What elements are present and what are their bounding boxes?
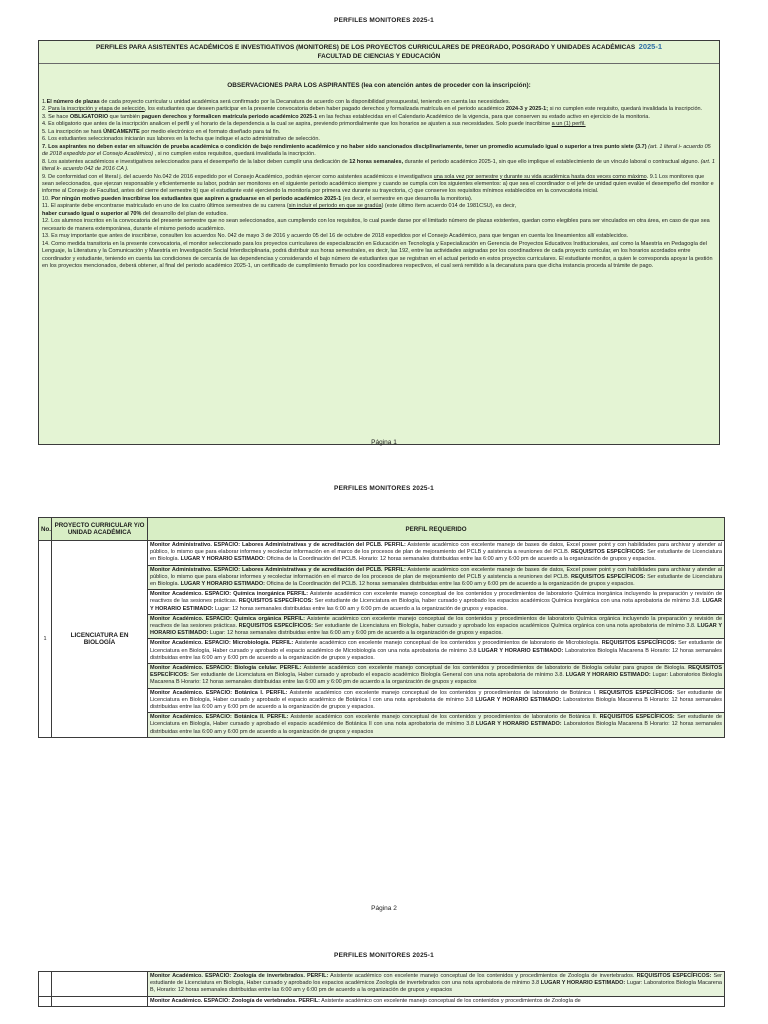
observations-subtitle: OBSERVACIONES PARA LOS ASPIRANTES (lea con atención antes de proceder con la inscripción): xyxy=(227,82,531,89)
requirements-text: Ser estudiante de Licenciatura en Biología, Haber cursado y aprobado el espacio académico de Botánica II con una nota aprobatoria de mínimo 3.8 xyxy=(150,714,722,728)
location-label: LUGAR Y HORARIO ESTIMADO: xyxy=(150,623,722,637)
profile-body: Asistente académico con excelente manejo conceptual de los contenidos y procedimientos de laboratorio Química orgánica incluyendo la preparación y revisión de reactivos de las sesiones prácticas. xyxy=(150,615,722,630)
program-empty xyxy=(52,972,148,997)
location-text: Lugar: Laboratorios Biología Macarena B, Horario: 12 horas semanales distribuidas entre las 6:00 am y 6:00 pm de acuerdo a la organización de grupos y espacios xyxy=(150,980,722,994)
col-profile-header: PERFIL REQUERIDO xyxy=(148,518,725,541)
profile-cell xyxy=(148,639,725,664)
profiles-table-continued xyxy=(38,971,725,1007)
obs-item-12: 12. Los alumnos inscritos en la convocatoria del presente semestre que no sean seleccionados, aun cumpliendo con los requisitos, lo cual puede darse por el limitado número de plazas existentes, quedan como elegibles para ser vinculados en otra área, en caso de que sea necesario de manera extemporánea, durante el mismo periodo académico. xyxy=(42,218,710,232)
requirements-label: REQUISITOS ESPECÍFICOS: xyxy=(599,714,675,721)
table-row xyxy=(39,972,725,997)
profile-body: Asistente académico con excelente manejo de bases de datos, Excel power point y con habilidades para archivar y atender al público, lo mismo que para elaborar informes y recolectar información en el marco de los procesos de plan de mejoramiento del PCLB y asistencia a reuniones del PCLB. xyxy=(150,542,722,556)
profile-body: Asistente académico con excelente manejo conceptual de los contenidos y procedimientos de Zoología de invertebrados. xyxy=(328,973,637,979)
obs-item-8: 8. Los asistentes académicos e investigativos seleccionados para el desempeño de la labor deben cumplir una dedicación de 12 horas semanales, durante el periodo académico 2025-1, sin que ello implique el establecimiento de un vínculo laboral o contractual alguno. (art. 1 literal k- acuerdo 042 de 2016 CA ). xyxy=(42,158,715,173)
obs-item-9: 9. De conformidad con el literal j. del acuerdo No.042 de 2016 expedido por el Consejo Académico, podrán ejercer como asistentes académicos e investigativos una sola vez por semestre y durante su vida académica hasta dos veces como máximo. 9.1 Los monitores que sean seleccionados, que ejerzan responsable y eficientemente su labor, podrán ser monitores en el siguiente periodo académico siempre y cuando se cumpla con los siguientes elementos: a) que sea el coordinador o el jefe de unidad quien evalúe el desempeño del monitor e informe al Consejo de Facultad, antes del cierre del semestre b) que el estudiante esté ejerciendo la monitoría por primera vez durante su trayectoria, c) que conserve los requisitos mínimos establecidos en la convocatoria inicial. xyxy=(42,173,714,195)
profile-body: Asistente académico con excelente manejo conceptual de los contenidos y procedimientos de laboratorio de Botánica I. xyxy=(287,689,600,696)
location-text: Lugar: 12 horas semanales distribuidas entre las 6:00 am y 6:00 pm de acuerdo a la organización de grupos y espacios. xyxy=(213,605,508,612)
requirements-text: Ser estudiante de Licenciatura en Biología, haber cursado y aprobado los espacios académicos Química inorgánica con una nota aprobatoria de mínimo 3.8. xyxy=(313,598,703,605)
profiles-table xyxy=(38,517,725,738)
program-name: LICENCIATURA EN BIOLOGÍA xyxy=(52,541,148,738)
page-header-3: PERFILES MONITORES 2025-1 xyxy=(334,952,434,959)
profile-cell xyxy=(148,713,725,738)
profile-title: Monitor Administrativo. ESPACIO: Labores Administrativas y de acreditación del PCLB. PERFIL: xyxy=(150,566,406,573)
requirements-label: REQUISITOS ESPECÍFICOS: xyxy=(571,573,646,580)
profile-cell xyxy=(148,541,725,566)
profile-title: Monitor Académico. ESPACIO: Biología celular. PERFIL: xyxy=(150,665,302,672)
faculty-name: FACULTAD DE CIENCIAS Y EDUCACIÓN xyxy=(317,53,441,60)
obs-item-14: 14. Como medida transitoria en la presente convocatoria, el monitor seleccionado para los proyectos curriculares de especialización en Educación en Tecnología y Especialización en Gerencia de Proyectos Educativos Institucionales, así como la Maestría en Pedagogía del Lenguaje, la Literatura y la Comunicación y Maestría en Investigación Social Interdisciplinaria, podrá distribuir sus horas semestrales, es decir, las 192, entre las actividades asignadas por los coordinadores de cada proyecto curricular, en los horarios acordados entre coordinador y estudiante, teniendo en cuenta las condiciones de cercanía de las dependencias y considerando el bajo número de estudiantes que se registran en el actual periodo en estos proyectos curriculares. El estudiante monitor, a quien le corresponda apoyar la gestión en los proyectos mencionados, deberá obtener, al final del periodo académico 2025-1, un certificado de cumplimiento firmado por los coordinadores respectivos, el cual será remitido a la decanatura para que dicha instancia proceda al trámite de pago. xyxy=(42,240,713,269)
obs-item-11: 11. El aspirante debe encontrarse matriculado en uno de los cuatro últimos semestres de su carrera (sin incluir el periodo en que se gradúa) (este último ítem acuerdo 014 de 1981CSU), es decir, haber cursado igual o superior al 70% del desarrollo del plan de estudios. xyxy=(42,203,517,217)
profile-cell xyxy=(148,972,725,997)
observations-list xyxy=(39,99,719,270)
obs-item-4: 4. Es obligatorio que antes de la inscripción analicen el perfil y el horario de la dependencia a la cual se aspira, previendo primordialmente que los horarios se ajusten a sus necesidades. Solo puede inscribirse a un (1) perfil. xyxy=(42,121,586,128)
location-text: Oficina de la Coordinación del PCLB. Horario: 12 horas semanales distribuidas entre las 6:00 am y 6:00 pm de acuerdo a la organización de grupos y espacios. xyxy=(265,556,656,563)
location-label: LUGAR Y HORARIO ESTIMADO: xyxy=(150,598,722,612)
page-number-1: Página 1 xyxy=(371,439,397,446)
requirements-text: Ser estudiante de Licenciatura en Biología, Haber cursado y aprobado el espacio académico Biología General con una nota aprobatoria de mínimo 3.8. xyxy=(188,672,566,679)
obs-item-2: 2. Para la inscripción y etapa de selección, los estudiantes que deseen participar en la presente convocatoria deben haber pagado derechos y formalizada matrícula en el periodo académico 2024-3 y 2025-1; si no cumplen este requisito, quedará invalidada la inscripción. xyxy=(42,106,703,113)
program-empty xyxy=(52,996,148,1006)
requirements-label: REQUISITOS ESPECÍFICOS: xyxy=(601,640,677,647)
location-label: LUGAR Y HORARIO ESTIMADO: xyxy=(475,696,562,703)
location-text: Laboratorios Biología Macarena B Horario: 12 horas semanales distribuidas entre las 6:00 am y 6:00 pm de acuerdo a la organización de grupos y espacios. xyxy=(150,696,722,711)
location-label: LUGAR Y HORARIO ESTIMADO: xyxy=(540,980,626,987)
requirements-text: Ser estudiante de Licenciatura en Biología. xyxy=(150,549,722,563)
observations-box xyxy=(38,40,720,445)
page-header-2: PERFILES MONITORES 2025-1 xyxy=(334,485,434,492)
row-number-empty xyxy=(39,996,52,1006)
profile-title: Monitor Académico. ESPACIO: Zoología de invertebrados. PERFIL: xyxy=(150,973,329,979)
location-text: Laboratorios Biología Macarena B Horario: 12 horas semanales distribuidas entre las 6:00 am y 6:00 pm de acuerdo a la organización de grupos y espacios xyxy=(150,721,722,735)
profile-body: Asistente académico con excelente manejo de bases de datos, Excel power point y con habilidades para archivar y atender al público, lo mismo que para elaborar informes y recolectar información en el marco de los procesos de plan de mejoramiento del PCLB y asistencia a reuniones del PCLB. xyxy=(150,566,722,580)
profile-title: Monitor Académico. ESPACIO: Microbiología. PERFIL: xyxy=(150,640,294,647)
table-row xyxy=(39,541,725,566)
profile-title: Monitor Académico. ESPACIO: Zoología de vertebrados. PERFIL: xyxy=(150,997,320,1004)
location-text: Oficina de la Coordinación del PCLB. 12 horas semanales distribuidas entre las 6:00 am y 6:00 pm de acuerdo a la organización de grupos y espacios. xyxy=(265,581,635,588)
requirements-label: REQUISITOS ESPECÍFICOS: xyxy=(599,689,675,696)
table-row xyxy=(39,996,725,1006)
location-label: LUGAR Y HORARIO ESTIMADO: xyxy=(565,672,651,679)
col-program-header: PROYECTO CURRICULAR Y/O UNIDAD ACADÉMICA xyxy=(52,518,148,541)
requirements-text: Ser estudiante de Licenciatura en Biología, Haber cursado y aprobado el espacio académico de Microbiología con una nota aprobatoria de mínimo 3.8 xyxy=(150,640,722,654)
obs-item-13: 13. Es muy importante que antes de inscribirse, consulten los acuerdos No. 042 de mayo 3 de 2016 y acuerdo 05 del 16 de octubre de 2018 expedidos por el Consejo Académico, para que tengan en cuenta los lineamientos allí establecidos. xyxy=(42,233,629,240)
requirements-label: REQUISITOS ESPECÍFICOS: xyxy=(636,973,712,979)
obs-item-5: 5. La inscripción se hará ÚNICAMENTE por medio electrónico en el formato diseñado para tal fin. xyxy=(42,128,281,135)
profile-cell xyxy=(148,996,725,1006)
title-main: PERFILES PARA ASISTENTES ACADÉMICOS E INVESTIGATIVOS (MONITORES) DE LOS PROYECTOS CURRICULARES DE PREGRADO, POSGRADO Y UNIDADES ACADÉMICAS xyxy=(95,44,636,51)
requirements-label: REQUISITOS ESPECÍFICOS: xyxy=(571,549,646,556)
location-label: LUGAR Y HORARIO ESTIMADO: xyxy=(180,581,266,588)
profile-title: Monitor Administrativo. ESPACIO: Labores Administrativas y de acreditación del PCLB. PERFIL: xyxy=(150,542,406,548)
location-label: LUGAR Y HORARIO ESTIMADO: xyxy=(475,721,562,728)
profile-body: Asistente académico con excelente manejo conceptual de los contenidos y procedimientos de Zoología de xyxy=(319,997,581,1004)
row-number: 1 xyxy=(39,541,52,738)
obs-item-3: 3. Se hace OBLIGATORIO que también paguen derechos y formalicen matrícula periodo académico 2025-1 en las fechas establecidas en el Calendario Académico de la vigencia, para que conserven su estado activo en ejercicio de la monitoria. xyxy=(42,113,650,120)
requirements-label: REQUISITOS ESPECÍFICOS: xyxy=(238,598,314,605)
profile-body: Asistente académico con excelente manejo conceptual de los contenidos y procedimientos de laboratorio de Botánica II. xyxy=(288,714,600,721)
profile-cell xyxy=(148,664,725,689)
profile-title: Monitor Académico. ESPACIO: Química inorgánica PERFIL: xyxy=(150,591,309,598)
profile-cell xyxy=(148,590,725,615)
requirements-label: REQUISITOS ESPECÍFICOS: xyxy=(150,665,722,679)
requirements-label: REQUISITOS ESPECÍFICOS: xyxy=(238,623,313,630)
location-text: Laboratorios Biología Macarena B Horario: 12 horas semanales distribuidas entre las 6:00 am y 6:00 pm de acuerdo a la organización de grupos y espacios. xyxy=(150,647,722,661)
location-text: Lugar: Laboratorios Biología Macarena B Horario: 12 horas semanales distribuidas entre las 6:00 am y 6:00 pm de acuerdo a la organización de grupos y espacios xyxy=(150,672,722,686)
location-text: Lugar: 12 horas semanales distribuidas entre las 6:00 am y 6:00 pm de acuerdo a la organización de grupos y espacios. xyxy=(208,630,503,637)
obs-item-10: 10. Por ningún motivo pueden inscribirse los estudiantes que aspiren a graduarse en el periodo académico 2025-1 (es decir, el semestre en que desarrolla la monitoria). xyxy=(42,195,473,202)
profile-title: Monitor Académico. ESPACIO: Botánica I. PERFIL: xyxy=(150,689,288,696)
page-number-2: Página 2 xyxy=(371,905,397,912)
profile-cell xyxy=(148,565,725,590)
obs-item-1: 1.El número de plazas de cada proyecto curricular u unidad académica será confirmado por la Decanatura de acuerdo con la disponibilidad presupuestal, teniendo en cuenta las necesidades. xyxy=(42,99,511,105)
profile-cell xyxy=(148,688,725,713)
profile-body: Asistente académico con excelente manejo conceptual de los contenidos y procedimientos de laboratorio de Microbiología. xyxy=(293,640,602,647)
title-year: 2025-1 xyxy=(638,42,663,51)
location-label: LUGAR Y HORARIO ESTIMADO: xyxy=(180,556,266,563)
profile-body: Asistente académico con excelente manejo conceptual de los contenidos y procedimientos de laboratorio de Biología celular para grupos de Biología. xyxy=(301,665,689,672)
requirements-text: Ser estudiante de Licenciatura en Biología. xyxy=(150,573,722,588)
profile-title: Monitor Académico. ESPACIO: Química orgánica PERFIL: xyxy=(150,615,305,622)
requirements-text: Ser estudiante de Licenciatura en Biología, Haber cursado y aprobado los espacios académicos Zoología de invertebrados con una nota aprobatoria de mínimo 3.8 xyxy=(150,973,723,987)
document-title xyxy=(39,41,719,64)
profile-cell xyxy=(148,614,725,639)
table-header-row xyxy=(39,518,725,541)
obs-item-6: 6. Los estudiantes seleccionados iniciarán sus labores en la fecha que indique el acto administrativo de selección. xyxy=(42,136,320,143)
profile-body: Asistente académico con excelente manejo conceptual de los contenidos y procedimientos de laboratorio Química inorgánica incluyendo la preparación y revisión de reactivos de las sesiones prácticas. xyxy=(150,591,722,605)
page-header-1: PERFILES MONITORES 2025-1 xyxy=(334,17,434,24)
requirements-text: Ser estudiante de Licenciatura en Biología, Haber cursado y aprobado el espacio académico de Botánica I con una nota aprobatoria de mínimo 3.8 xyxy=(150,689,722,703)
row-number-empty xyxy=(39,972,52,997)
profile-title: Monitor Académico. ESPACIO: Botánica II. PERFIL: xyxy=(150,714,289,721)
col-no-header: No. xyxy=(39,518,52,541)
requirements-text: Ser estudiante de Licenciatura en Biología, haber cursado y aprobado los espacios académicos Química orgánica con una nota aprobatoria de mínimo 3.8. xyxy=(312,623,698,630)
location-label: LUGAR Y HORARIO ESTIMADO: xyxy=(478,647,564,654)
obs-item-7: 7. Los aspirantes no deben estar en situación de prueba académica o condición de bajo rendimiento académico y no haber sido sancionados disciplinariamente, tener un promedio acumulado igual o superior a tres punto siete (3.7) (art. 1 literal i- acuerdo 05 de 2018 expedido por el Consejo Académico) , si no cumplen estos requisitos, quedará invalidada la inscripción. xyxy=(42,143,711,158)
